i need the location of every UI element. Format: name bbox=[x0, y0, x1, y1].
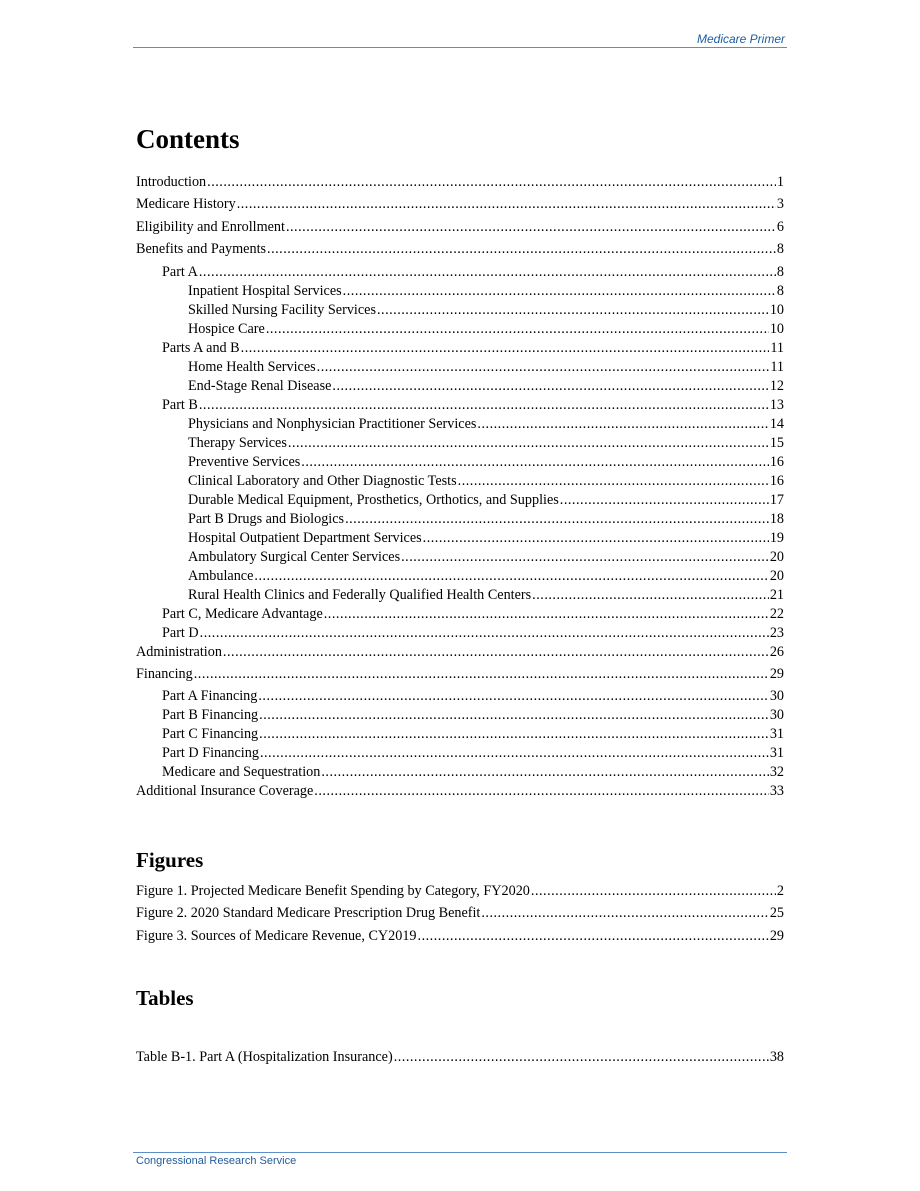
toc-entry-page: 19 bbox=[769, 529, 784, 546]
toc-entry[interactable] bbox=[136, 666, 784, 688]
toc-entry[interactable] bbox=[136, 340, 784, 359]
dot-leader bbox=[481, 905, 768, 922]
toc-entry[interactable] bbox=[136, 625, 784, 644]
toc-entry[interactable] bbox=[136, 241, 784, 263]
toc-entry-page: 30 bbox=[769, 688, 784, 705]
toc-entry-title: Therapy Services bbox=[188, 434, 287, 451]
toc-entry-page: 17 bbox=[769, 491, 784, 508]
dot-leader bbox=[343, 283, 776, 300]
toc-entry-title: Physicians and Nonphysician Practitioner Services bbox=[188, 415, 477, 432]
dot-leader bbox=[286, 219, 776, 236]
toc-entry[interactable] bbox=[136, 568, 784, 587]
toc-entry-page: 31 bbox=[769, 726, 784, 743]
toc-entry-page: 15 bbox=[769, 434, 784, 451]
toc-entry[interactable] bbox=[136, 530, 784, 549]
contents-heading: Contents bbox=[136, 124, 240, 154]
toc-entry-title: Home Health Services bbox=[188, 358, 316, 375]
toc-entry-page: 10 bbox=[769, 320, 784, 337]
toc-entry-page: 16 bbox=[769, 453, 784, 470]
toc-entry-title: Part B Drugs and Biologics bbox=[188, 510, 345, 527]
header-rule bbox=[133, 47, 787, 48]
toc-entry[interactable] bbox=[136, 745, 784, 764]
dot-leader bbox=[199, 264, 776, 281]
toc-entry-page: 12 bbox=[769, 377, 784, 394]
dot-leader bbox=[207, 174, 776, 191]
toc-entry-page: 30 bbox=[769, 707, 784, 724]
dot-leader bbox=[267, 241, 776, 258]
toc-entry-page: 22 bbox=[769, 605, 784, 622]
dot-leader bbox=[401, 549, 769, 566]
dot-leader bbox=[377, 302, 769, 319]
toc-entry-title: Part B bbox=[162, 396, 198, 413]
toc-entry-title: Eligibility and Enrollment bbox=[136, 218, 285, 235]
dot-leader bbox=[301, 454, 769, 471]
dot-leader bbox=[532, 587, 769, 604]
dot-leader bbox=[317, 359, 770, 376]
toc-entry-title: Part D bbox=[162, 624, 199, 641]
toc-entry-page: 8 bbox=[776, 263, 784, 280]
toc-entry-page: 18 bbox=[769, 510, 784, 527]
toc-entry-page: 31 bbox=[769, 745, 784, 762]
toc-entry-title: Ambulatory Surgical Center Services bbox=[188, 548, 401, 565]
dot-leader bbox=[194, 666, 769, 683]
toc-entry[interactable] bbox=[136, 454, 784, 473]
toc-entry[interactable] bbox=[136, 435, 784, 454]
toc-entry-title: Part C Financing bbox=[162, 726, 259, 743]
tables-section bbox=[136, 986, 784, 1011]
toc-entry-title: Clinical Laboratory and Other Diagnostic Tests bbox=[188, 472, 457, 489]
dot-leader bbox=[254, 568, 768, 585]
toc-entry[interactable] bbox=[136, 726, 784, 745]
toc-entry[interactable] bbox=[136, 1049, 784, 1071]
dot-leader bbox=[345, 511, 769, 528]
toc-entry[interactable] bbox=[136, 707, 784, 726]
toc-entry-title: Part B Financing bbox=[162, 707, 259, 724]
dot-leader bbox=[258, 688, 768, 705]
toc-entry-page: 20 bbox=[769, 567, 784, 584]
running-header: Medicare Primer bbox=[696, 32, 785, 46]
tables-list bbox=[136, 1049, 784, 1071]
toc-entry[interactable] bbox=[136, 764, 784, 783]
toc-entry-title: Medicare and Sequestration bbox=[162, 764, 321, 781]
toc-entry[interactable] bbox=[136, 928, 784, 950]
toc-entry[interactable] bbox=[136, 883, 784, 905]
toc-entry-title: Ambulance bbox=[188, 567, 254, 584]
toc-entry[interactable] bbox=[136, 511, 784, 530]
toc-entry-page: 2 bbox=[776, 883, 784, 899]
dot-leader bbox=[288, 435, 769, 452]
toc-entry-page: 25 bbox=[769, 905, 784, 922]
toc-entry-title: Table B-1. Part A (Hospitalization Insurance) bbox=[136, 1049, 393, 1065]
dot-leader bbox=[260, 745, 769, 762]
toc-entry[interactable] bbox=[136, 644, 784, 666]
footer-source: Congressional Research Service bbox=[136, 1155, 297, 1167]
toc-entry-title: Part D Financing bbox=[162, 745, 259, 762]
dot-leader bbox=[237, 196, 776, 213]
toc-entry[interactable] bbox=[136, 283, 784, 302]
toc-entry-title: Medicare History bbox=[136, 196, 236, 213]
toc-entry[interactable] bbox=[136, 359, 784, 378]
toc-entry-title: Administration bbox=[136, 643, 222, 660]
toc-entry[interactable] bbox=[136, 492, 784, 511]
toc-entry-page: 21 bbox=[769, 586, 784, 603]
contents-section bbox=[136, 124, 784, 155]
toc-entry-title: Figure 1. Projected Medicare Benefit Spending by Category, FY2020 bbox=[136, 883, 530, 899]
dot-leader bbox=[324, 606, 769, 623]
dot-leader bbox=[259, 726, 769, 743]
toc-entry-page: 11 bbox=[770, 358, 784, 375]
toc-entry[interactable] bbox=[136, 196, 784, 218]
toc-entry-title: Durable Medical Equipment, Prosthetics, Orthotics, and Supplies bbox=[188, 491, 559, 508]
toc-entry-page: 3 bbox=[776, 196, 784, 213]
dot-leader bbox=[241, 340, 770, 357]
toc-entry-page: 33 bbox=[769, 783, 784, 800]
toc-entry[interactable] bbox=[136, 473, 784, 492]
toc-entry-title: Part A bbox=[162, 263, 198, 280]
toc-entry[interactable] bbox=[136, 219, 784, 241]
toc-entry-page: 13 bbox=[769, 396, 784, 413]
toc-entry-title: Inpatient Hospital Services bbox=[188, 282, 342, 299]
toc-entry[interactable] bbox=[136, 905, 784, 927]
toc-entry-page: 8 bbox=[776, 241, 784, 258]
toc-entry-page: 23 bbox=[769, 624, 784, 641]
toc-entry[interactable] bbox=[136, 587, 784, 606]
figures-list bbox=[136, 883, 784, 950]
toc-entry-title: Part C, Medicare Advantage bbox=[162, 605, 323, 622]
dot-leader bbox=[332, 378, 768, 395]
toc-entry[interactable] bbox=[136, 549, 784, 568]
toc-entry-page: 16 bbox=[769, 472, 784, 489]
toc-entry[interactable] bbox=[136, 783, 784, 805]
dot-leader bbox=[531, 883, 776, 900]
dot-leader bbox=[199, 397, 769, 414]
dot-leader bbox=[423, 530, 769, 547]
tables-heading: Tables bbox=[136, 986, 194, 1010]
toc-entry-title: Preventive Services bbox=[188, 453, 301, 470]
toc-entry-page: 6 bbox=[776, 218, 784, 235]
toc-entry[interactable] bbox=[136, 416, 784, 435]
toc-entry-page: 32 bbox=[769, 764, 784, 781]
toc-entry-title: Financing bbox=[136, 665, 193, 682]
dot-leader bbox=[394, 1049, 769, 1066]
toc-entry-title: Hospice Care bbox=[188, 320, 265, 337]
toc-entry[interactable] bbox=[136, 264, 784, 283]
dot-leader bbox=[223, 644, 769, 661]
dot-leader bbox=[458, 473, 769, 490]
toc-entry-title: Figure 2. 2020 Standard Medicare Prescription Drug Benefit bbox=[136, 905, 481, 922]
toc-entry-page: 14 bbox=[769, 415, 784, 432]
toc-entry-title: Parts A and B bbox=[162, 339, 240, 356]
dot-leader bbox=[314, 783, 769, 800]
toc-entry-title: Skilled Nursing Facility Services bbox=[188, 301, 376, 318]
toc-entry-page: 20 bbox=[769, 548, 784, 565]
toc-entry[interactable] bbox=[136, 378, 784, 397]
toc-entry[interactable] bbox=[136, 606, 784, 625]
toc-entry-title: Figure 3. Sources of Medicare Revenue, CY2019 bbox=[136, 927, 417, 944]
dot-leader bbox=[259, 707, 769, 724]
toc-entry-title: Part A Financing bbox=[162, 688, 258, 705]
dot-leader bbox=[321, 764, 768, 781]
toc-entry-title: Additional Insurance Coverage bbox=[136, 783, 314, 800]
toc-entry-page: 26 bbox=[769, 643, 784, 660]
toc-entry-page: 1 bbox=[776, 174, 784, 190]
dot-leader bbox=[560, 492, 769, 509]
toc-entry-title: Hospital Outpatient Department Services bbox=[188, 529, 422, 546]
dot-leader bbox=[200, 625, 769, 642]
toc-entry-page: 10 bbox=[769, 301, 784, 318]
dot-leader bbox=[418, 928, 769, 945]
toc-entry-title: Benefits and Payments bbox=[136, 241, 267, 258]
dot-leader bbox=[477, 416, 768, 433]
toc-entry-title: End-Stage Renal Disease bbox=[188, 377, 332, 394]
dot-leader bbox=[266, 321, 769, 338]
toc-entry[interactable] bbox=[136, 302, 784, 321]
toc-entry[interactable] bbox=[136, 688, 784, 707]
toc-entry-page: 11 bbox=[770, 339, 784, 356]
toc-entry[interactable] bbox=[136, 321, 784, 340]
figures-heading: Figures bbox=[136, 848, 204, 872]
figures-section bbox=[136, 848, 784, 873]
toc-entry-page: 29 bbox=[769, 665, 784, 682]
toc-entry-title: Introduction bbox=[136, 174, 207, 190]
toc-entry[interactable] bbox=[136, 174, 784, 196]
toc-entry-page: 29 bbox=[769, 927, 784, 944]
toc-entry-title: Rural Health Clinics and Federally Qualified Health Centers bbox=[188, 586, 532, 603]
contents-list bbox=[136, 174, 784, 806]
toc-entry[interactable] bbox=[136, 397, 784, 416]
toc-entry-page: 8 bbox=[776, 282, 784, 299]
toc-entry-page: 38 bbox=[769, 1049, 784, 1065]
footer-rule bbox=[133, 1152, 787, 1153]
